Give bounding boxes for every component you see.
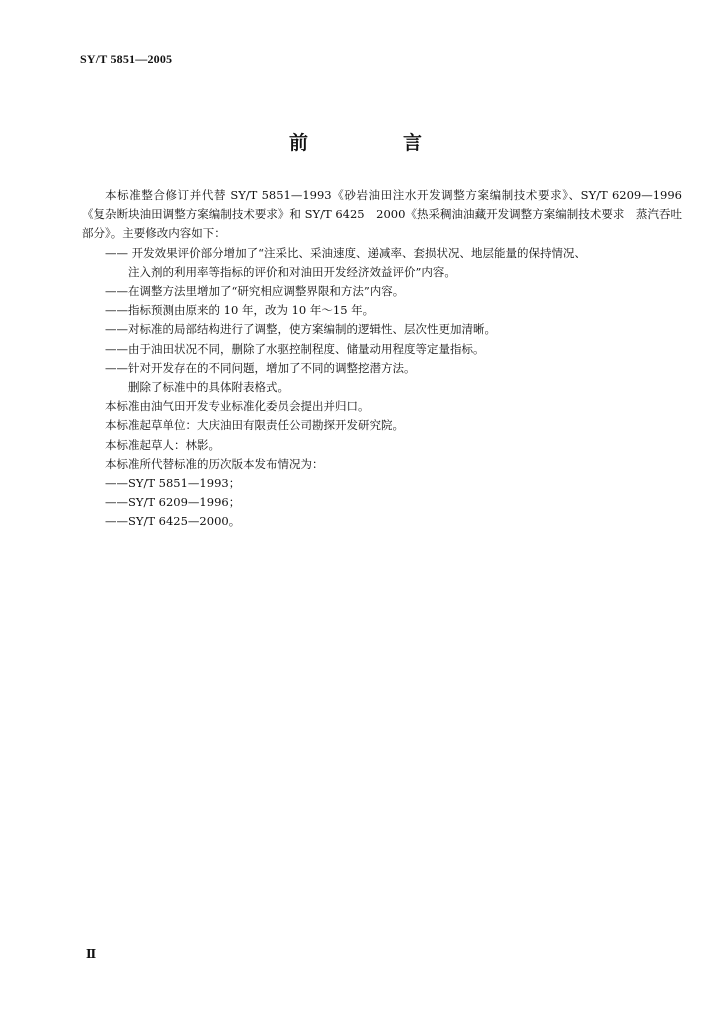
page-number: Ⅱ bbox=[86, 947, 97, 961]
change-item-6-continuation: 删除了标准中的具体附表格式。 bbox=[128, 380, 289, 395]
history-item-3: ——SY/T 6425—2000。 bbox=[105, 514, 241, 529]
change-item-1: —— 开发效果评价部分增加了“注采比、采油速度、递减率、套损状况、地层能量的保持情况、 bbox=[105, 245, 587, 260]
history-item-2: ——SY/T 6209—1996； bbox=[105, 495, 241, 510]
statement-drafter: 本标准起草人：林影。 bbox=[105, 437, 220, 452]
page-title: 前 言 bbox=[288, 132, 460, 154]
change-item-3: ——指标预测由原来的 10 年，改为 10 年～15 年。 bbox=[105, 303, 375, 318]
change-item-2: ——在调整方法里增加了“研究相应调整界限和方法”内容。 bbox=[105, 284, 405, 299]
standard-code: SY/T 5851—2005 bbox=[80, 52, 173, 66]
statement-history-intro: 本标准所代替标准的历次版本发布情况为： bbox=[105, 456, 324, 471]
change-item-4: ——对标准的局部结构进行了调整，使方案编制的逻辑性、层次性更加清晰。 bbox=[105, 322, 496, 337]
statement-proposer: 本标准由油气田开发专业标准化委员会提出并归口。 bbox=[105, 399, 370, 414]
foreword-body bbox=[82, 186, 682, 532]
intro-paragraph: 本标准整合修订并代替 SY/T 5851—1993《砂岩油田注水开发调整方案编制技术要求》、SY/T 6209—1996《复杂断块油田调整方案编制技术要求》和 SY/T 6425 2000《热采稠油油藏开发调整方案编制技术要求 蒸汽吞吐部分》。主要修改内容如下： bbox=[82, 188, 682, 241]
change-item-1-continuation: 注入剂的利用率等指标的评价和对油田开发经济效益评价”内容。 bbox=[128, 264, 456, 279]
statement-drafting-unit: 本标准起草单位：大庆油田有限责任公司勘探开发研究院。 bbox=[105, 418, 404, 433]
history-item-1: ——SY/T 5851—1993； bbox=[105, 476, 241, 491]
change-item-5: ——由于油田状况不同，删除了水驱控制程度、储量动用程度等定量指标。 bbox=[105, 341, 485, 356]
change-item-6: ——针对开发存在的不同问题，增加了不同的调整挖潜方法。 bbox=[105, 360, 416, 375]
